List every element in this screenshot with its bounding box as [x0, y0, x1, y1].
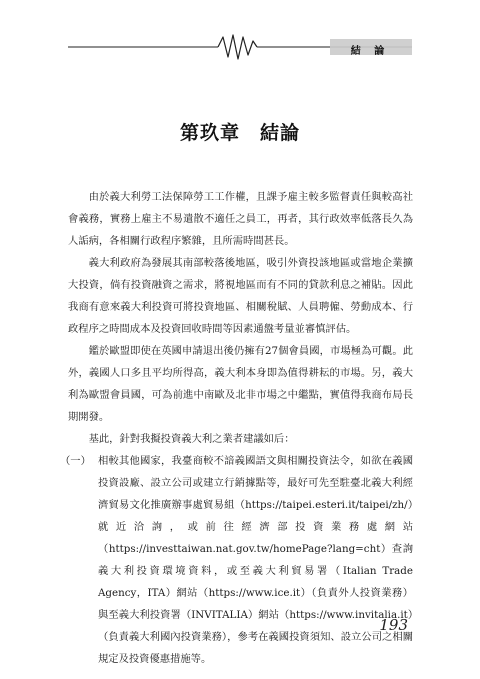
paragraph: 義大利政府為發展其南部較落後地區，吸引外資投該地區或當地企業擴大投資，倘有投資融資之需求，將視地區而有不同的貸款利息之補貼。因此我商有意來義大利投資可將投資地區、相關稅賦、人員聘僱、勞動成本、行政程序之時間成本及投資回收時間等因素通盤考量並審慎評估。 — [68, 257, 413, 335]
page-header — [0, 30, 480, 64]
paragraph: 基此，針對我擬投資義大利之業者建議如后： — [88, 433, 295, 445]
recommendation-item — [60, 450, 413, 670]
page-number: 193 — [379, 616, 408, 634]
heartbeat-line-ornament — [0, 30, 480, 64]
running-head: 結 論 — [350, 46, 390, 57]
paragraph: 鑑於歐盟即使在英國申請退出後仍擁有27個會員國，市場極為可觀。此外，義國人口多且平均所得高，義大利本身即為值得耕耘的市場。另，義大利為歐盟會員國，可為前進中南歐及北非市場之中繼點，實值得我商布局長期開發。 — [68, 345, 413, 423]
item-text: 相較其他國家，我臺商較不諳義國語文與相關投資法令，如欲在義國投資設廠、設立公司或建立行銷據點等，最好可先至駐臺北義大利經濟貿易文化推廣辦事處貿易組（https://taipei.esteri.it/taipei/zh/）就近洽詢，或前往經濟部投資業務處網站（https://investtaiwan.nat.gov.tw/homePage?lang=cht）查詢義大利投資環境資料，或至義大利貿易署（Italian Trade Agency，ITA）網站（https://www.ice.it）（負責外人投資業務）與至義大利投資署（INVITALIA）網站（https://www.invitalia.it）（負責義大利國內投資業務），參考在義國投資須知、設立公司之相關規定及投資優惠措施等。 — [98, 455, 413, 665]
paragraph: 由於義大利勞工法保障勞工工作權，且課予雇主較多監督責任與較高社會義務，實務上雇主不易遣散不適任之員工，再者，其行政效率低落長久為人詬病，各相關行政程序繁雜，且所需時間甚長。 — [68, 191, 413, 247]
item-marker: （一） — [60, 455, 91, 467]
chapter-title: 第玖章 結論 — [179, 122, 300, 144]
body-text — [60, 186, 413, 670]
